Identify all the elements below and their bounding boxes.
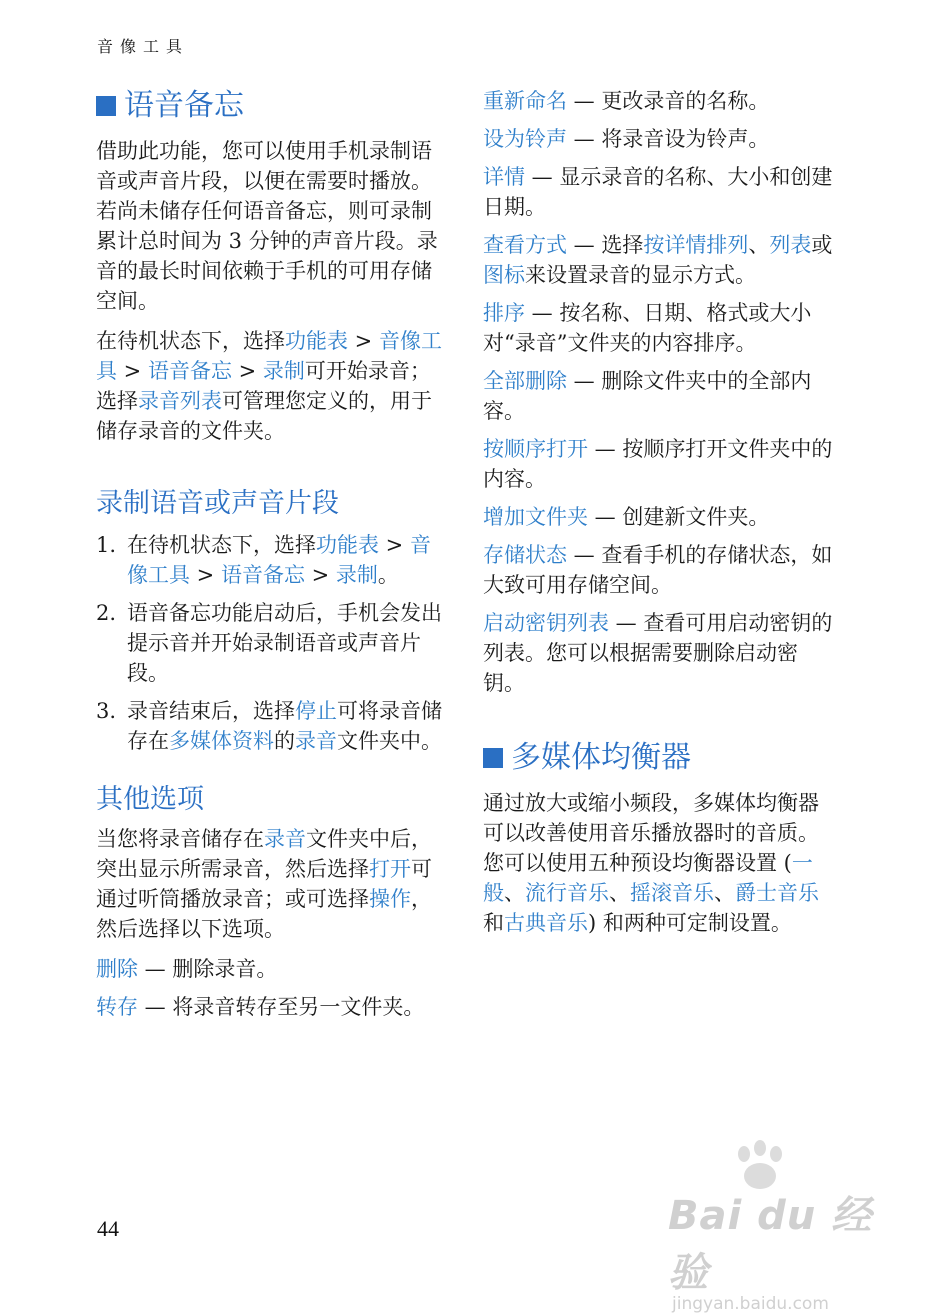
option-set-ringtone — [483, 124, 833, 154]
text: 来设置录音的显示方式。 — [525, 263, 756, 287]
step-2 — [96, 598, 446, 688]
option-rename — [483, 86, 833, 116]
option-activation-keys — [483, 608, 833, 698]
text: 或 — [811, 233, 833, 257]
menu-link-by-details[interactable]: 按详情排列 — [643, 233, 749, 257]
menu-link-voice-memo[interactable]: 语音备忘 — [147, 359, 232, 383]
running-header: 音像工具 — [97, 37, 190, 56]
text: ) 和两种可定制设置。 — [588, 911, 792, 935]
separator: 、 — [504, 881, 525, 905]
menu-link-actions[interactable]: 操作 — [369, 887, 411, 911]
separator: 、 — [714, 881, 735, 905]
separator: > — [190, 563, 221, 587]
option-label[interactable]: 详情 — [483, 165, 525, 189]
heading-record: 录制语音或声音片段 — [96, 488, 339, 519]
option-desc: — 查看可用启动密钥的列表。您可以根据需要删除启动密钥。 — [483, 611, 833, 695]
text: 录音结束后，选择 — [127, 699, 295, 723]
eq-preset-rock[interactable]: 摇滚音乐 — [630, 881, 714, 905]
left-column — [96, 86, 446, 1022]
option-label[interactable]: 增加文件夹 — [483, 505, 588, 529]
option-label[interactable]: 按顺序打开 — [483, 437, 588, 461]
option-delete-all — [483, 366, 833, 426]
text: 文件夹中后，突出显示所需录音，然后选择 — [96, 827, 432, 881]
text: ，然后选择以下选项。 — [96, 887, 432, 941]
menu-link-list[interactable]: 列表 — [769, 233, 812, 257]
menu-link-record[interactable]: 录制 — [262, 359, 305, 383]
text: 可开始录音；选择 — [96, 359, 431, 413]
menu-link-multimedia[interactable]: 多媒体资料 — [169, 729, 274, 753]
separator: > — [231, 359, 263, 383]
option-desc: — 将录音转存至另一文件夹。 — [138, 995, 425, 1019]
text: 和 — [483, 911, 504, 935]
text: 语音备忘功能启动后，手机会发出提示音并开始录制语音或声音片段。 — [127, 601, 442, 685]
option-desc: — 显示录音的名称、大小和创建日期。 — [483, 165, 833, 219]
menu-link-av-tools[interactable]: 音像工具 — [127, 533, 431, 587]
text: 文件夹中。 — [337, 729, 442, 753]
option-view-mode — [483, 230, 833, 290]
menu-link-recordings-folder[interactable]: 录音 — [295, 729, 337, 753]
option-label[interactable]: 查看方式 — [483, 233, 567, 257]
step-3 — [96, 696, 446, 756]
watermark-logo: Bai du 经验 — [668, 1193, 873, 1296]
option-desc: — 删除文件夹中的全部内容。 — [483, 369, 812, 423]
option-label[interactable]: 设为铃声 — [483, 127, 567, 151]
option-desc: — 创建新文件夹。 — [588, 505, 770, 529]
text: 。 — [377, 563, 399, 587]
baidu-watermark — [668, 1150, 878, 1314]
option-desc: — 查看手机的存储状态，如大致可用存储空间。 — [483, 543, 833, 597]
option-desc: — 删除录音。 — [138, 957, 278, 981]
paw-icon — [730, 1140, 790, 1196]
option-add-folder — [483, 502, 833, 532]
heading-voice-memo-text: 语音备忘 — [124, 88, 244, 123]
option-desc: — 将录音设为铃声。 — [567, 127, 770, 151]
option-transfer — [96, 992, 446, 1022]
menu-link-icons[interactable]: 图标 — [483, 263, 525, 287]
text: 当您将录音储存在 — [96, 827, 264, 851]
eq-preset-jazz[interactable]: 爵士音乐 — [735, 881, 819, 905]
text: 可通过听筒播放录音；或可选择 — [96, 857, 432, 911]
text: 可管理您定义的，用于储存录音的文件夹。 — [96, 389, 432, 443]
menu-link-av-tools[interactable]: 音像工具 — [96, 329, 442, 383]
menu-link-recording-list[interactable]: 录音列表 — [138, 389, 222, 413]
eq-preset-pop[interactable]: 流行音乐 — [525, 881, 609, 905]
other-options-intro — [96, 824, 446, 944]
option-desc: — 更改录音的名称。 — [567, 89, 770, 113]
text: 、 — [748, 233, 770, 257]
separator: > — [379, 533, 410, 557]
intro-paragraph-2 — [96, 326, 446, 446]
menu-link-function-table[interactable]: 功能表 — [316, 533, 379, 557]
intro-paragraph-1: 借助此功能，您可以使用手机录制语音或声音片段，以便在需要时播放。若尚未储存任何语音备忘，则可录制累计总时间为 3 分钟的声音片段。录音的最长时间依赖于手机的可用存储空间。 — [96, 139, 438, 313]
eq-preset-classical[interactable]: 古典音乐 — [504, 911, 588, 935]
menu-link-stop[interactable]: 停止 — [295, 699, 337, 723]
text: 在待机状态下，选择 — [96, 329, 285, 353]
menu-link-recordings-folder[interactable]: 录音 — [264, 827, 306, 851]
option-desc: — 按名称、日期、格式或大小对“录音”文件夹的内容排序。 — [483, 301, 812, 355]
right-column — [483, 86, 833, 938]
record-steps-list — [96, 530, 446, 756]
option-sort — [483, 298, 833, 358]
text: 可将录音储存在 — [127, 699, 442, 753]
option-label[interactable]: 排序 — [483, 301, 525, 325]
menu-link-open[interactable]: 打开 — [369, 857, 411, 881]
option-storage-status — [483, 540, 833, 600]
option-delete — [96, 954, 446, 984]
heading-voice-memo — [96, 86, 446, 126]
menu-link-function-table[interactable]: 功能表 — [285, 329, 348, 353]
text: 在待机状态下，选择 — [127, 533, 316, 557]
step-1 — [96, 530, 446, 590]
option-label[interactable]: 全部删除 — [483, 369, 567, 393]
menu-link-record[interactable]: 录制 — [335, 563, 378, 587]
menu-link-voice-memo[interactable]: 语音备忘 — [220, 563, 305, 587]
step-number: 3. — [96, 699, 117, 723]
option-label[interactable]: 存储状态 — [483, 543, 567, 567]
heading-square-icon — [483, 748, 503, 768]
option-desc: — 按顺序打开文件夹中的内容。 — [483, 437, 833, 491]
option-label[interactable]: 启动密钥列表 — [483, 611, 609, 635]
separator: > — [304, 563, 336, 587]
text: — 选择 — [567, 233, 644, 257]
heading-equalizer-text: 多媒体均衡器 — [511, 740, 691, 775]
option-label[interactable]: 删除 — [96, 957, 138, 981]
equalizer-paragraph — [483, 788, 833, 938]
separator: 、 — [609, 881, 630, 905]
step-number: 1. — [96, 533, 117, 557]
text: 的 — [274, 729, 295, 753]
eq-preset-normal[interactable]: 一般 — [483, 851, 813, 905]
option-label[interactable]: 重新命名 — [483, 89, 567, 113]
separator: > — [117, 359, 148, 383]
heading-other-options: 其他选项 — [96, 784, 204, 815]
watermark-url: jingyan.baidu.com — [672, 1294, 829, 1314]
step-number: 2. — [96, 601, 117, 625]
heading-equalizer — [483, 738, 833, 778]
page-number: 44 — [97, 1216, 119, 1241]
text: 通过放大或缩小频段，多媒体均衡器可以改善使用音乐播放器时的音质。您可以使用五种预设均衡器设置 ( — [483, 791, 819, 875]
option-open-in-order — [483, 434, 833, 494]
heading-square-icon — [96, 96, 116, 116]
option-details — [483, 162, 833, 222]
separator: > — [348, 329, 379, 353]
option-label[interactable]: 转存 — [96, 995, 138, 1019]
